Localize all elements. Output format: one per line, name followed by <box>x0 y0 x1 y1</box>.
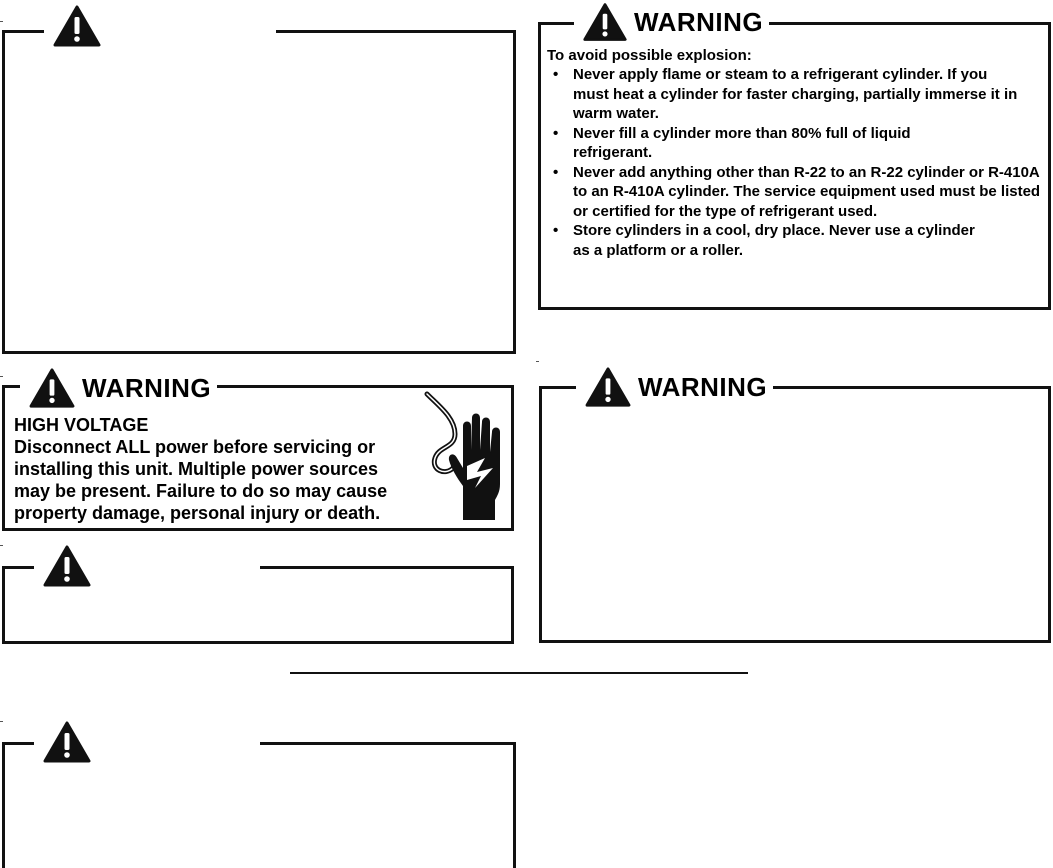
margin-tick <box>0 21 3 22</box>
explosion-content <box>547 46 1047 260</box>
warning-box-explosion <box>538 22 1051 310</box>
warning-label-blank-right <box>576 365 773 409</box>
warning-triangle-icon <box>42 544 92 588</box>
warning-triangle-icon <box>582 1 628 43</box>
electric-shock-hand-icon <box>419 388 511 528</box>
warning-box-blank-right <box>539 386 1051 643</box>
warning-label-text: WARNING <box>634 7 764 37</box>
high-voltage-body: Disconnect ALL power before servicing or installing this unit. Multiple power sources may be present. Failure to do so may cause property damage, personal injury or death. <box>14 437 388 523</box>
warning-triangle-icon <box>52 4 102 48</box>
warning-label-high-voltage <box>20 366 217 410</box>
margin-tick <box>0 376 3 377</box>
warning-triangle-icon <box>42 720 92 764</box>
explosion-item-1: • Never apply flame or steam to a refrigerant cylinder. If you must heat a cylinder for faster charging, partially immerse it in warm water. <box>547 65 1047 124</box>
explosion-item-3: • Never add anything other than R-22 to an R-22 cylinder or R-410A to an R-410A cylinder. The service equipment used must be listed or certified for the type of refrigerant used. <box>547 163 1047 222</box>
explosion-item-4: • Store cylinders in a cool, dry place. Never use a cylinder as a platform or a roller. <box>547 221 1047 260</box>
margin-tick <box>0 721 3 722</box>
margin-tick <box>0 545 3 546</box>
high-voltage-content <box>14 414 414 524</box>
warning-label-text: WARNING <box>638 372 768 402</box>
warning-triangle-icon <box>28 367 76 409</box>
warning-label-explosion <box>574 0 769 44</box>
caution-label-bottom <box>34 720 260 764</box>
warning-triangle-icon <box>584 366 632 408</box>
explosion-list <box>547 65 1047 260</box>
high-voltage-heading: HIGH VOLTAGE <box>14 415 149 435</box>
warning-label-text: WARNING <box>82 373 212 403</box>
caution-box-top-left <box>2 30 516 354</box>
section-divider <box>290 672 748 674</box>
explosion-heading: To avoid possible explosion: <box>547 47 752 64</box>
caution-label-small <box>34 544 260 588</box>
caution-label-top-left <box>44 4 276 48</box>
explosion-item-2: • Never fill a cylinder more than 80% full of liquid refrigerant. <box>547 124 1047 163</box>
margin-tick <box>536 361 539 362</box>
